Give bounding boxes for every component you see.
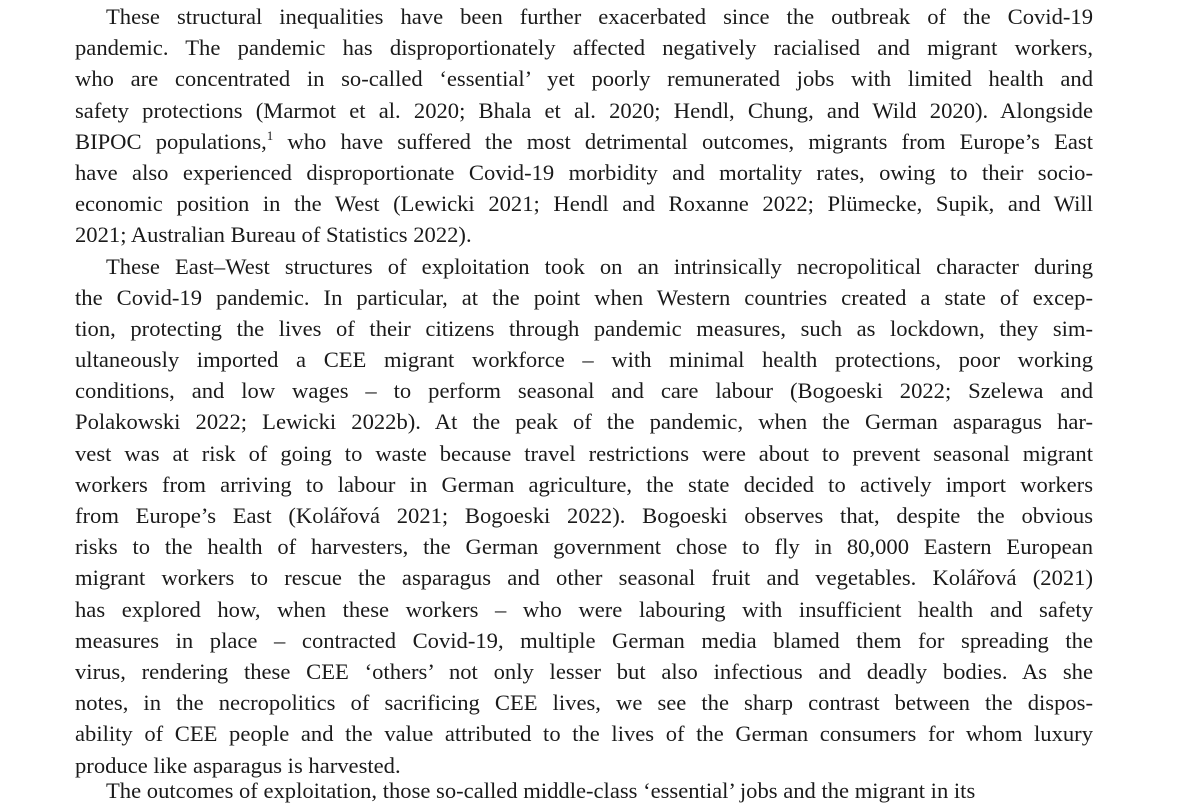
text-line: has explored how, when these workers – who were labouring with insufficient health and safety [75, 596, 1093, 622]
text-line: tion, protecting the lives of their citizens through pandemic measures, such as lockdown, they sim- [75, 315, 1093, 341]
text-line: workers from arriving to labour in German agriculture, the state decided to actively import workers [75, 471, 1093, 497]
text-line: migrant workers to rescue the asparagus and other seasonal fruit and vegetables. Kolářová (2021) [75, 565, 1093, 591]
text-line-with-footnote [75, 126, 1093, 157]
text-line: These structural inequalities have been further exacerbated since the outbreak of the Covid-19 [106, 4, 1093, 29]
text-line: who are concentrated in so-called ‘essential’ yet poorly remunerated jobs with limited health and [75, 66, 1093, 92]
text-line: ability of CEE people and the value attributed to the lives of the German consumers for whom luxury [75, 721, 1093, 747]
paragraph-1 [75, 1, 1093, 251]
text-segment: BIPOC populations, [75, 128, 267, 154]
text-line: vest was at risk of going to waste because travel restrictions were about to prevent seasonal migrant [75, 440, 1093, 466]
text-line: notes, in the necropolitics of sacrificing CEE lives, we see the sharp contrast between the dispos- [75, 690, 1093, 716]
text-line: have also experienced disproportionate Covid-19 morbidity and mortality rates, owing to their socio- [75, 159, 1093, 185]
text-line: from Europe’s East (Kolářová 2021; Bogoeski 2022). Bogoeski observes that, despite the obvious [75, 503, 1093, 528]
text-line: conditions, and low wages – to perform seasonal and care labour (Bogoeski 2022; Szelewa and [75, 378, 1093, 404]
document-page [75, 0, 1093, 781]
text-line: pandemic. The pandemic has disproportionately affected negatively racialised and migrant workers, [75, 35, 1093, 61]
text-line: These East–West structures of exploitation took on an intrinsically necropolitical character during [106, 253, 1093, 279]
paragraph-2 [75, 251, 1093, 781]
text-line: 2021; Australian Bureau of Statistics 2022). [75, 222, 472, 248]
text-line: virus, rendering these CEE ‘others’ not only lesser but also infectious and deadly bodies. As she [75, 658, 1093, 684]
text-line: safety protections (Marmot et al. 2020; Bhala et al. 2020; Hendl, Chung, and Wild 2020). Alongside [75, 97, 1093, 123]
text-segment: who have suffered the most detrimental outcomes, migrants from Europe’s East [273, 128, 1093, 154]
text-line: the Covid-19 pandemic. In particular, at the point when Western countries created a state of excep- [75, 284, 1093, 310]
text-line: economic position in the West (Lewicki 2021; Hendl and Roxanne 2022; Plümecke, Supik, and Will [75, 191, 1093, 217]
text-line: ultaneously imported a CEE migrant workforce – with minimal health protections, poor working [75, 347, 1093, 373]
text-line: Polakowski 2022; Lewicki 2022b). At the peak of the pandemic, when the German asparagus har- [75, 409, 1093, 435]
text-line: risks to the health of harvesters, the German government chose to fly in 80,000 Eastern European [75, 534, 1093, 560]
footnote-marker[interactable]: 1 [266, 127, 274, 143]
text-line: measures in place – contracted Covid-19, multiple German media blamed them for spreading the [75, 627, 1093, 653]
text-line: produce like asparagus is harvested. [75, 752, 401, 778]
cut-off-text-line: The outcomes of exploitation, those so-called middle-class ‘essential’ jobs and the migrant in its [106, 778, 976, 803]
